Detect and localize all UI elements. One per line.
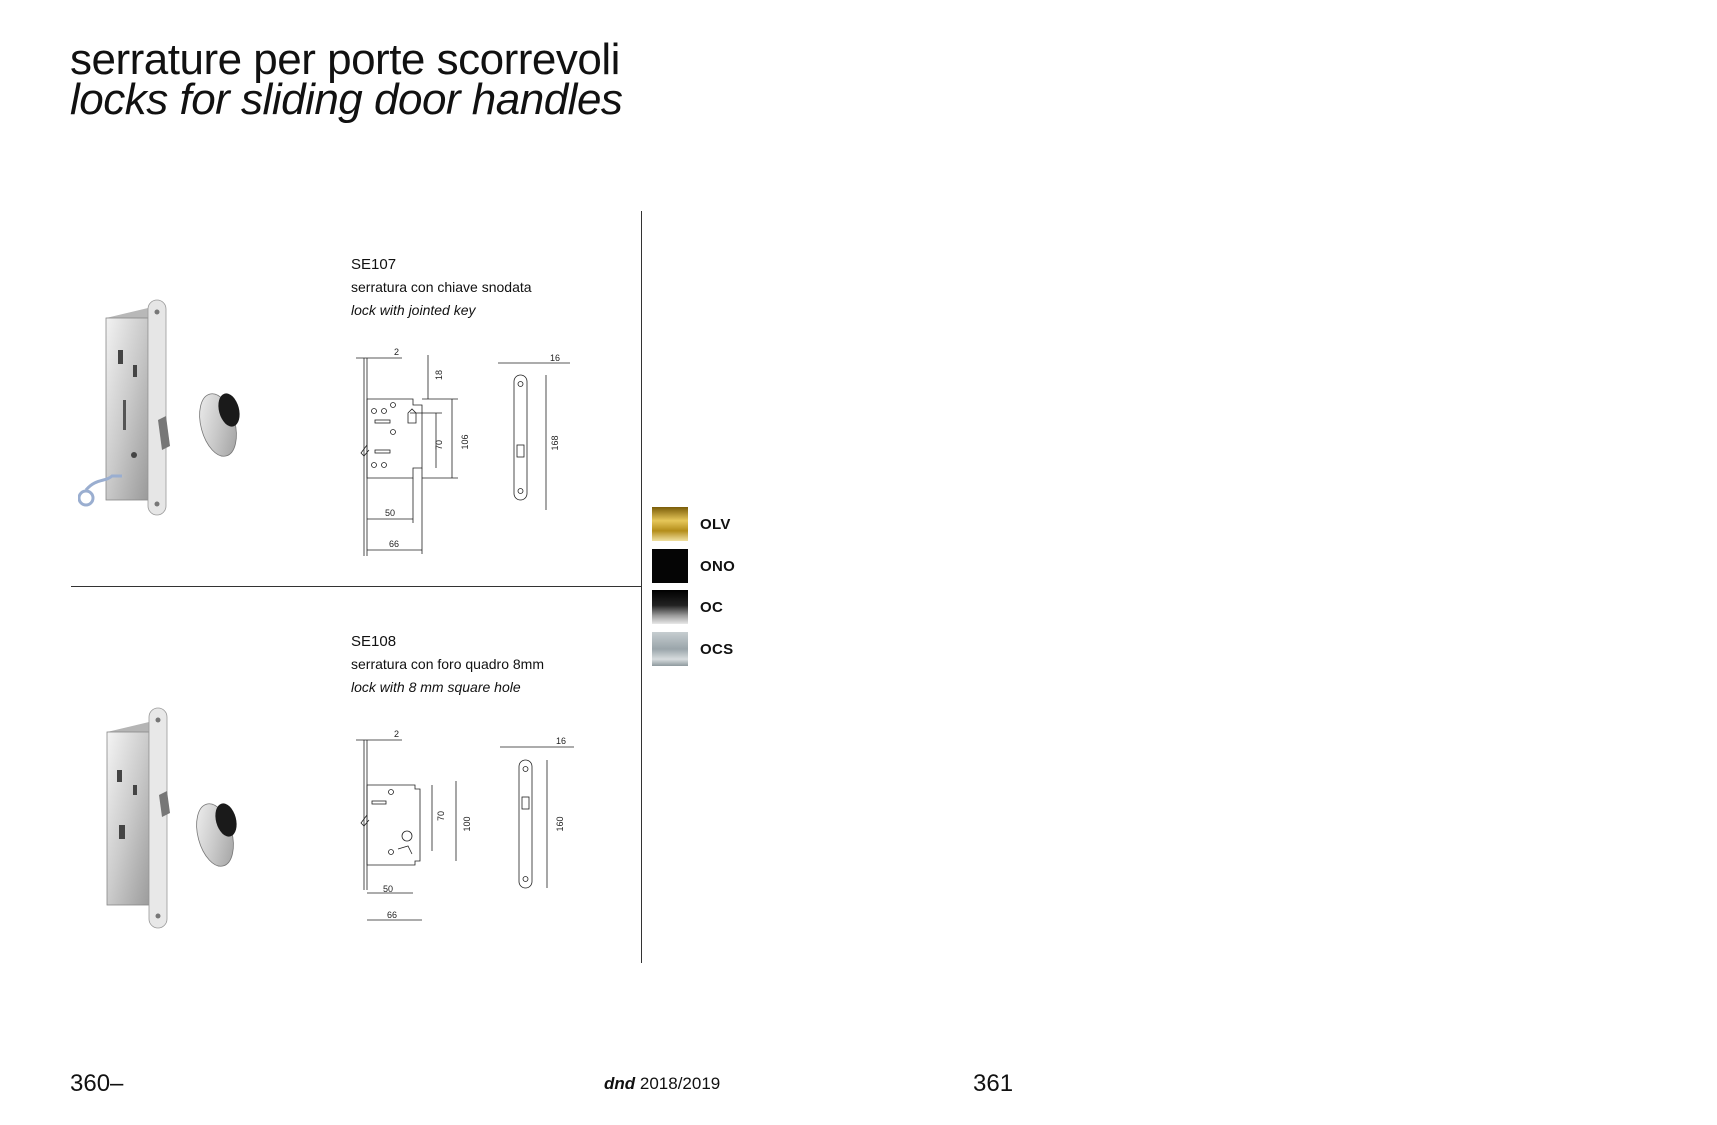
dim-label: 66 (387, 910, 398, 920)
dim-label: 168 (550, 435, 560, 451)
finish-ono (652, 549, 735, 583)
product-se107-text (351, 253, 532, 322)
finish-label: OLV (700, 515, 731, 533)
dim-label: 50 (383, 884, 394, 894)
page-title-italian: serrature per porte scorrevoli (70, 35, 620, 84)
column-divider (641, 211, 642, 963)
finish-swatch-olv (652, 507, 688, 541)
product-description-en: lock with jointed key (351, 302, 476, 318)
dim-label: 18 (434, 369, 444, 381)
finish-label: OCS (700, 640, 734, 658)
page-title-english: locks for sliding door handles (70, 75, 623, 124)
finish-olv (652, 507, 731, 541)
finish-label: OC (700, 598, 724, 616)
dim-label: 106 (460, 434, 470, 450)
finish-swatch-ono (652, 549, 688, 583)
page-number-right: 361 (973, 1070, 1014, 1097)
finish-swatch-ocs (652, 632, 688, 666)
brand-logo: dnd (604, 1074, 636, 1093)
dim-label: 100 (462, 816, 472, 832)
finish-oc (652, 590, 723, 624)
dim-label: 16 (556, 736, 567, 746)
product-se108-text (351, 630, 544, 699)
product-code: SE108 (351, 633, 397, 650)
dim-label: 16 (550, 353, 561, 363)
page-number-left: 360– (70, 1070, 124, 1097)
product-description-en: lock with 8 mm square hole (351, 679, 521, 695)
dim-label: 66 (389, 539, 400, 549)
product-description-it: serratura con foro quadro 8mm (351, 656, 544, 672)
finish-label: ONO (700, 557, 736, 575)
dim-label: 50 (385, 508, 396, 518)
dim-label: 2 (394, 347, 400, 357)
dim-label: 160 (555, 816, 565, 832)
technical-drawing-se108 (350, 725, 580, 935)
technical-drawing-se107 (350, 345, 580, 565)
product-code: SE107 (351, 256, 397, 273)
product-description-it: serratura con chiave snodata (351, 279, 532, 295)
finish-ocs (652, 632, 733, 666)
footer-brand-year (604, 1074, 720, 1094)
row-divider (71, 586, 641, 587)
dim-label: 70 (436, 810, 446, 822)
lock-photo-se108 (95, 700, 265, 935)
catalog-year: 2018/2019 (639, 1074, 721, 1093)
dim-label: 70 (434, 439, 444, 451)
dim-label: 2 (394, 729, 400, 739)
lock-photo-se107 (78, 290, 268, 530)
finish-swatch-oc (652, 590, 688, 624)
